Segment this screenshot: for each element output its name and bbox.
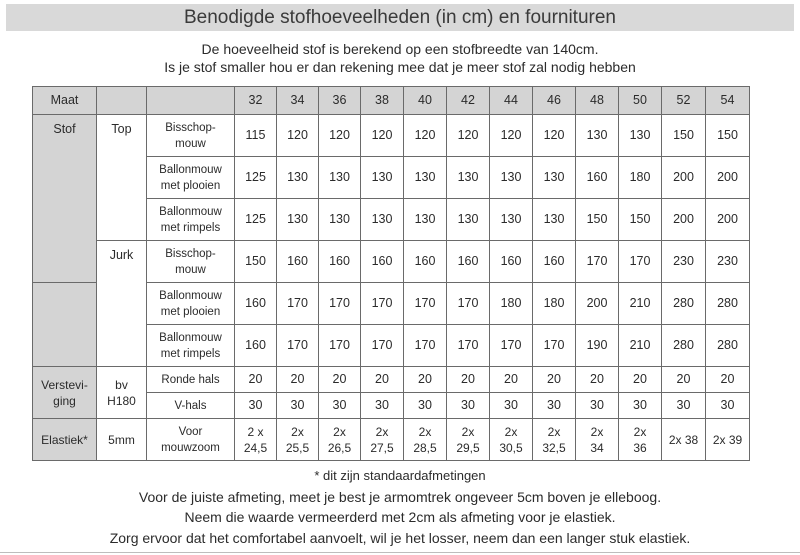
value-cell: 30 [619, 393, 662, 419]
header-size: 44 [490, 87, 533, 115]
footer-notes [0, 466, 800, 548]
value-cell: 2 x 24,5 [235, 419, 277, 461]
value-cell: 170 [404, 325, 447, 367]
value-cell: 30 [319, 393, 361, 419]
value-cell: 230 [662, 241, 706, 283]
value-cell: 280 [706, 283, 750, 325]
value-cell: 30 [706, 393, 750, 419]
value-cell: 150 [662, 115, 706, 157]
value-cell: 130 [490, 199, 533, 241]
row-label: Ballonmouw met plooien [147, 283, 235, 325]
footer-line: Neem die waarde vermeerderd met 2cm als afmeting voor je elastiek. [184, 509, 616, 525]
footer-line: Zorg ervoor dat het comfortabel aanvoelt, wil je het losser, neem dan een langer stuk elastiek. [109, 529, 691, 546]
table-row [33, 367, 750, 393]
header-size: 42 [447, 87, 490, 115]
value-cell: 170 [277, 283, 319, 325]
value-cell: 150 [619, 199, 662, 241]
jurk-label: Jurk [97, 241, 147, 367]
value-cell: 20 [404, 367, 447, 393]
value-cell: 120 [277, 115, 319, 157]
value-cell: 180 [490, 283, 533, 325]
value-cell: 30 [490, 393, 533, 419]
value-cell: 160 [319, 241, 361, 283]
value-cell: 130 [361, 199, 404, 241]
value-cell: 2x 29,5 [447, 419, 490, 461]
value-cell: 2x 30,5 [490, 419, 533, 461]
table-row [33, 419, 750, 461]
value-cell: 30 [361, 393, 404, 419]
row-label: Bisschop- mouw [147, 241, 235, 283]
row-label: Voor mouwzoom [147, 419, 235, 461]
value-cell: 30 [576, 393, 619, 419]
value-cell: 170 [361, 325, 404, 367]
table-header-row [33, 87, 750, 115]
row-label: Ballonmouw met plooien [147, 157, 235, 199]
header-size: 50 [619, 87, 662, 115]
value-cell: 160 [490, 241, 533, 283]
header-size: 36 [319, 87, 361, 115]
bottom-divider [0, 552, 800, 553]
value-cell: 2x 32,5 [533, 419, 576, 461]
intro-line-2: Is je stof smaller hou er dan rekening mee dat je meer stof zal nodig hebben [164, 59, 636, 75]
value-cell: 2x 27,5 [361, 419, 404, 461]
value-cell: 120 [319, 115, 361, 157]
value-cell: 2x 36 [619, 419, 662, 461]
value-cell: 20 [235, 367, 277, 393]
value-cell: 2x 39 [706, 419, 750, 461]
value-cell: 200 [576, 283, 619, 325]
value-cell: 30 [662, 393, 706, 419]
value-cell: 130 [404, 157, 447, 199]
value-cell: 130 [447, 199, 490, 241]
top-label: Top [97, 115, 147, 241]
value-cell: 210 [619, 325, 662, 367]
value-cell: 130 [277, 157, 319, 199]
value-cell: 20 [619, 367, 662, 393]
value-cell: 160 [533, 241, 576, 283]
header-size: 48 [576, 87, 619, 115]
value-cell: 150 [235, 241, 277, 283]
value-cell: 230 [706, 241, 750, 283]
value-cell: 180 [619, 157, 662, 199]
value-cell: 210 [619, 283, 662, 325]
header-blank-1 [97, 87, 147, 115]
value-cell: 170 [576, 241, 619, 283]
value-cell: 2x 26,5 [319, 419, 361, 461]
value-cell: 30 [404, 393, 447, 419]
value-cell: 170 [361, 283, 404, 325]
header-size: 38 [361, 87, 404, 115]
value-cell: 30 [235, 393, 277, 419]
page-title: Benodigde stofhoeveelheden (in cm) en fournituren [6, 4, 794, 31]
value-cell: 170 [490, 325, 533, 367]
value-cell: 170 [619, 241, 662, 283]
value-cell: 130 [619, 115, 662, 157]
elastiek-label: Elastiek* [33, 419, 97, 461]
value-cell: 130 [533, 199, 576, 241]
value-cell: 120 [533, 115, 576, 157]
value-cell: 180 [533, 283, 576, 325]
value-cell: 170 [319, 283, 361, 325]
value-cell: 160 [361, 241, 404, 283]
value-cell: 20 [447, 367, 490, 393]
row-label: Ballonmouw met rimpels [147, 325, 235, 367]
value-cell: 2x 34 [576, 419, 619, 461]
header-size: 34 [277, 87, 319, 115]
value-cell: 30 [277, 393, 319, 419]
row-label: Bisschop- mouw [147, 115, 235, 157]
value-cell: 20 [576, 367, 619, 393]
value-cell: 2x 25,5 [277, 419, 319, 461]
value-cell: 120 [490, 115, 533, 157]
value-cell: 30 [533, 393, 576, 419]
header-size: 54 [706, 87, 750, 115]
value-cell: 130 [277, 199, 319, 241]
intro-line-1: De hoeveelheid stof is berekend op een stofbreedte van 140cm. [201, 41, 599, 57]
value-cell: 280 [662, 283, 706, 325]
value-cell: 20 [533, 367, 576, 393]
value-cell: 2x 28,5 [404, 419, 447, 461]
value-cell: 160 [235, 325, 277, 367]
value-cell: 170 [277, 325, 319, 367]
header-size: 32 [235, 87, 277, 115]
value-cell: 150 [706, 115, 750, 157]
value-cell: 130 [447, 157, 490, 199]
header-maat: Maat [33, 87, 97, 115]
value-cell: 130 [361, 157, 404, 199]
versteviging-value: bv H180 [97, 367, 147, 419]
value-cell: 20 [361, 367, 404, 393]
value-cell: 170 [447, 283, 490, 325]
value-cell: 160 [404, 241, 447, 283]
value-cell: 30 [447, 393, 490, 419]
row-label: V-hals [147, 393, 235, 419]
value-cell: 200 [706, 199, 750, 241]
stof-label: Stof [33, 115, 97, 283]
value-cell: 130 [490, 157, 533, 199]
stof-blank-label [33, 283, 97, 367]
value-cell: 160 [235, 283, 277, 325]
value-cell: 2x 38 [662, 419, 706, 461]
value-cell: 200 [662, 157, 706, 199]
header-blank-2 [147, 87, 235, 115]
intro-text [0, 40, 800, 76]
value-cell: 120 [447, 115, 490, 157]
value-cell: 280 [706, 325, 750, 367]
value-cell: 170 [447, 325, 490, 367]
value-cell: 170 [404, 283, 447, 325]
value-cell: 170 [533, 325, 576, 367]
value-cell: 120 [404, 115, 447, 157]
value-cell: 200 [706, 157, 750, 199]
value-cell: 115 [235, 115, 277, 157]
value-cell: 170 [319, 325, 361, 367]
value-cell: 130 [319, 199, 361, 241]
table-row [33, 115, 750, 157]
value-cell: 20 [662, 367, 706, 393]
value-cell: 20 [319, 367, 361, 393]
footnote: * dit zijn standaardafmetingen [314, 468, 486, 483]
value-cell: 20 [490, 367, 533, 393]
row-label: Ballonmouw met rimpels [147, 199, 235, 241]
header-size: 52 [662, 87, 706, 115]
value-cell: 160 [277, 241, 319, 283]
value-cell: 200 [662, 199, 706, 241]
row-label: Ronde hals [147, 367, 235, 393]
value-cell: 130 [404, 199, 447, 241]
value-cell: 125 [235, 157, 277, 199]
value-cell: 150 [576, 199, 619, 241]
elastiek-value: 5mm [97, 419, 147, 461]
footer-line: Voor de juiste afmeting, meet je best je armomtrek ongeveer 5cm boven je elleboog. [138, 488, 662, 505]
value-cell: 130 [533, 157, 576, 199]
value-cell: 190 [576, 325, 619, 367]
value-cell: 125 [235, 199, 277, 241]
value-cell: 280 [662, 325, 706, 367]
value-cell: 160 [576, 157, 619, 199]
value-cell: 160 [447, 241, 490, 283]
value-cell: 130 [319, 157, 361, 199]
header-size: 46 [533, 87, 576, 115]
value-cell: 20 [706, 367, 750, 393]
fabric-quantities-table [32, 86, 750, 461]
value-cell: 130 [576, 115, 619, 157]
versteviging-label: Verstevi- ging [33, 367, 97, 419]
header-size: 40 [404, 87, 447, 115]
value-cell: 120 [361, 115, 404, 157]
table-row [33, 241, 750, 283]
value-cell: 20 [277, 367, 319, 393]
